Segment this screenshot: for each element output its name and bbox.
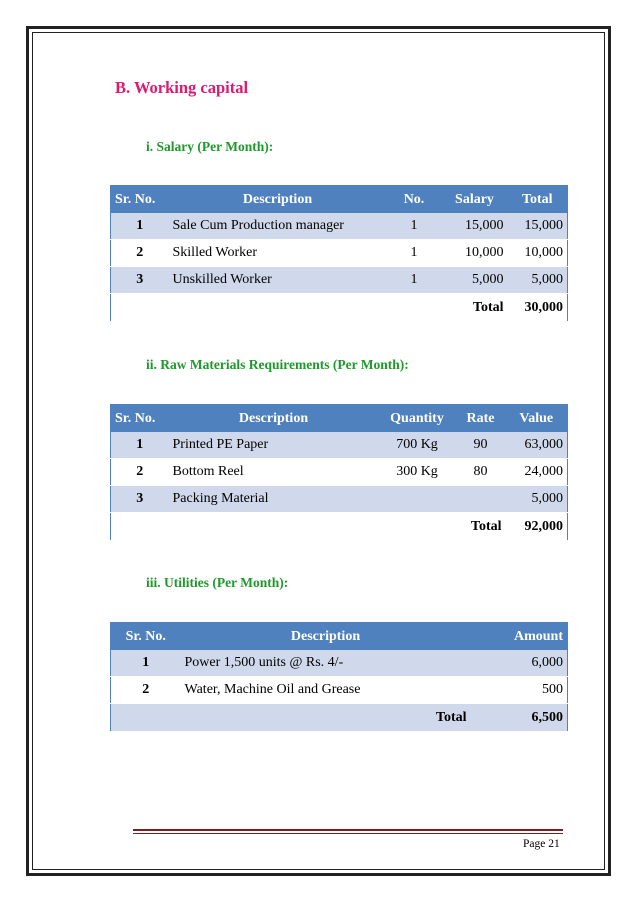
total-cell: 15,000 <box>508 213 568 240</box>
table-row <box>111 650 568 677</box>
column-header: Amount <box>471 623 568 651</box>
quantity-cell: 300 Kg <box>379 459 456 486</box>
amount-cell: 6,000 <box>471 650 568 677</box>
sr-no-cell: 3 <box>111 486 169 513</box>
amount-cell: 500 <box>471 677 568 704</box>
table-header-row <box>111 623 568 651</box>
raw-materials-table <box>110 404 568 541</box>
salary-table <box>110 185 568 322</box>
table-header-row <box>111 186 568 214</box>
total-value: 92,000 <box>506 513 568 541</box>
description-cell: Printed PE Paper <box>169 432 379 459</box>
value-cell: 24,000 <box>506 459 568 486</box>
quantity-cell: 700 Kg <box>379 432 456 459</box>
salary-cell: 10,000 <box>442 240 508 267</box>
total-value: 6,500 <box>471 704 568 732</box>
utilities-table <box>110 622 568 732</box>
total-label: Total <box>442 294 508 322</box>
column-header: Total <box>508 186 568 214</box>
description-cell: Water, Machine Oil and Grease <box>181 677 471 704</box>
table-row <box>111 677 568 704</box>
count-cell: 1 <box>387 213 442 240</box>
rate-cell: 90 <box>456 432 506 459</box>
table-row <box>111 267 568 294</box>
value-cell: 5,000 <box>506 486 568 513</box>
section-title: B. Working capital <box>115 78 249 97</box>
total-label: Total <box>456 513 506 541</box>
total-row <box>111 704 568 732</box>
column-header: No. <box>387 186 442 214</box>
column-header: Rate <box>456 405 506 433</box>
table-row <box>111 459 568 486</box>
sr-no-cell: 2 <box>111 677 181 704</box>
description-cell: Bottom Reel <box>169 459 379 486</box>
column-header: Description <box>169 186 387 214</box>
salary-cell: 15,000 <box>442 213 508 240</box>
rate-cell: 80 <box>456 459 506 486</box>
sr-no-cell: 2 <box>111 459 169 486</box>
column-header: Value <box>506 405 568 433</box>
column-header: Sr. No. <box>111 405 169 433</box>
description-cell: Power 1,500 units @ Rs. 4/- <box>181 650 471 677</box>
table-row <box>111 432 568 459</box>
salary-cell: 5,000 <box>442 267 508 294</box>
table-row <box>111 240 568 267</box>
footer-rule-thin <box>133 833 563 834</box>
sr-no-cell: 1 <box>111 650 181 677</box>
description-cell: Sale Cum Production manager <box>169 213 387 240</box>
count-cell: 1 <box>387 240 442 267</box>
total-row <box>111 294 568 322</box>
rate-cell <box>456 486 506 513</box>
sr-no-cell: 3 <box>111 267 169 294</box>
table-row <box>111 486 568 513</box>
sr-no-cell: 1 <box>111 213 169 240</box>
description-cell: Packing Material <box>169 486 379 513</box>
sr-no-cell: 1 <box>111 432 169 459</box>
description-cell: Skilled Worker <box>169 240 387 267</box>
salary-title: i. Salary (Per Month): <box>146 139 274 154</box>
raw-materials-title: ii. Raw Materials Requirements (Per Month): <box>146 357 409 372</box>
utilities-title: iii. Utilities (Per Month): <box>146 575 289 590</box>
page-number: Page 21 <box>523 838 560 850</box>
table-header-row <box>111 405 568 433</box>
total-row <box>111 513 568 541</box>
footer-rule <box>133 829 563 831</box>
column-header: Description <box>181 623 471 651</box>
column-header: Salary <box>442 186 508 214</box>
value-cell: 63,000 <box>506 432 568 459</box>
column-header: Sr. No. <box>111 623 181 651</box>
sr-no-cell: 2 <box>111 240 169 267</box>
total-cell: 10,000 <box>508 240 568 267</box>
quantity-cell <box>379 486 456 513</box>
column-header: Quantity <box>379 405 456 433</box>
total-cell: 5,000 <box>508 267 568 294</box>
total-label: Total <box>181 704 471 732</box>
total-value: 30,000 <box>508 294 568 322</box>
table-row <box>111 213 568 240</box>
column-header: Description <box>169 405 379 433</box>
column-header: Sr. No. <box>111 186 169 214</box>
count-cell: 1 <box>387 267 442 294</box>
description-cell: Unskilled Worker <box>169 267 387 294</box>
